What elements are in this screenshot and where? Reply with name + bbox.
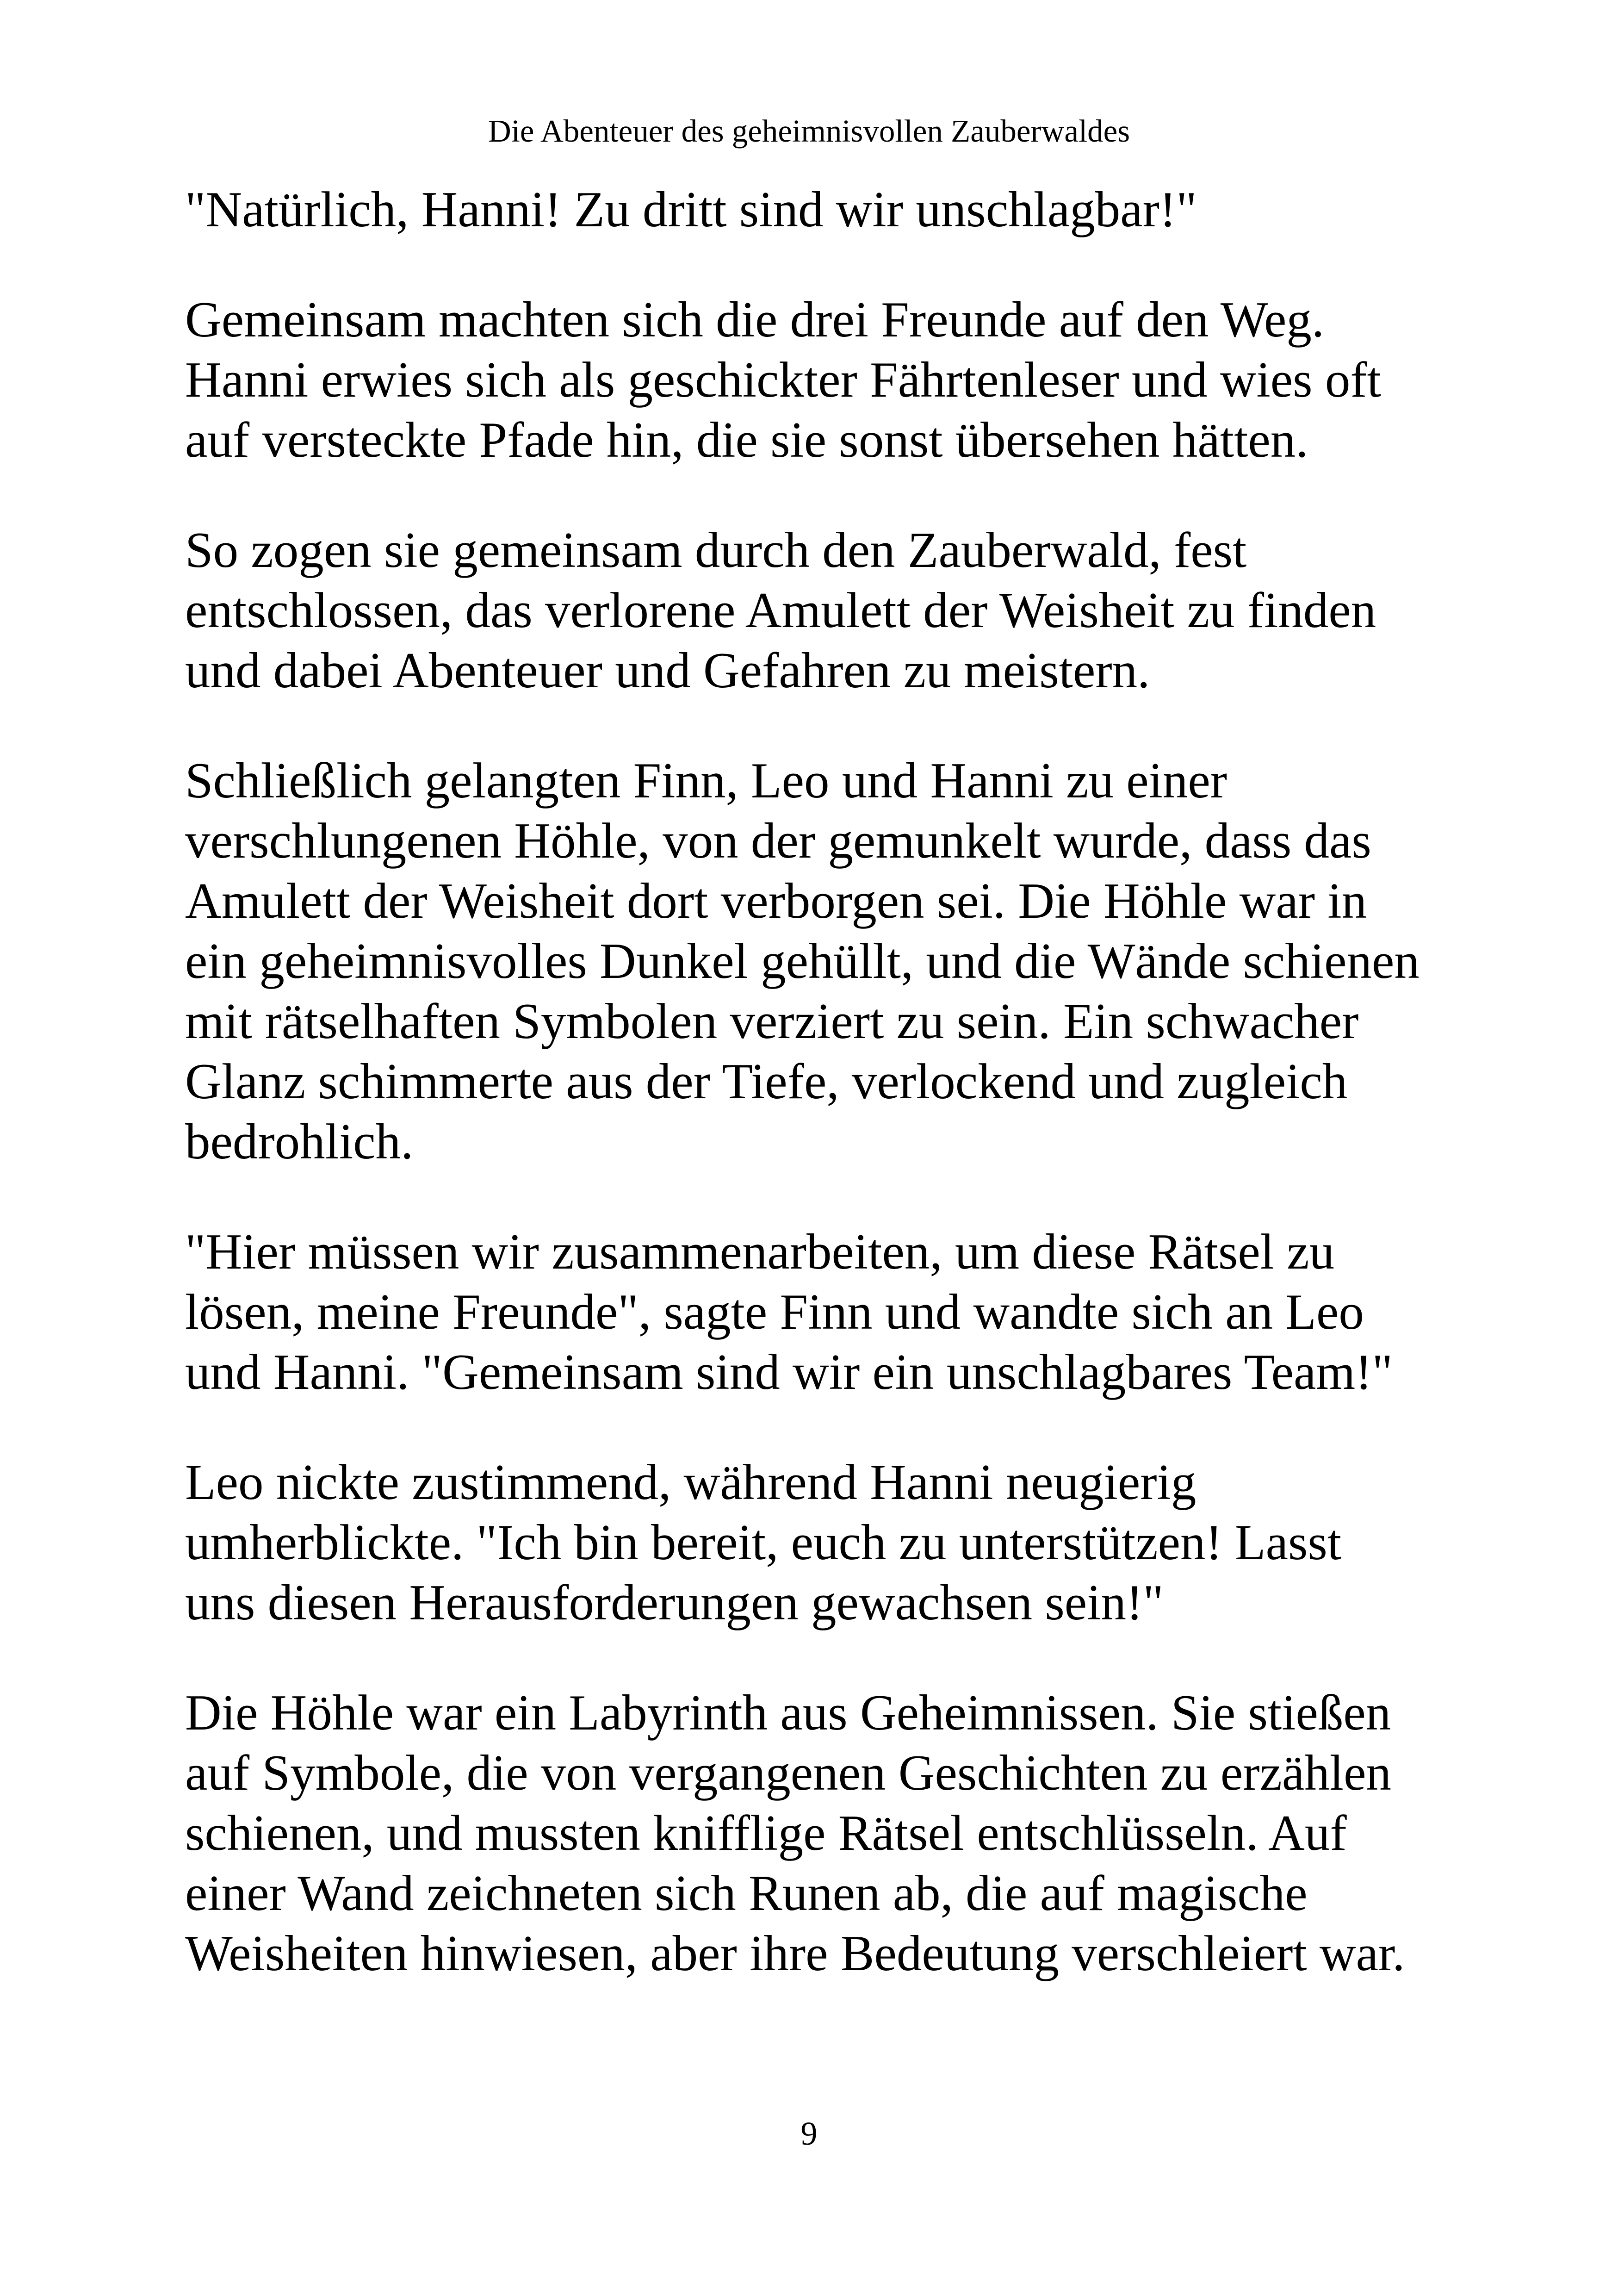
text-line: "Natürlich, Hanni! Zu dritt sind wir unschlagbar!" [185,181,1197,237]
paragraph [185,180,1462,240]
running-header: Die Abenteuer des geheimnisvollen Zauberwaldes [488,113,1130,149]
text-line: uns diesen Herausforderungen gewachsen sein!" [185,1574,1164,1630]
text-line: So zogen sie gemeinsam durch den Zauberwald, fest [185,522,1247,578]
text-line: und Hanni. "Gemeinsam sind wir ein unschlagbares Team!" [185,1344,1393,1400]
page-number: 9 [800,2115,818,2152]
text-line: lösen, meine Freunde", sagte Finn und wandte sich an Leo [185,1284,1364,1340]
paragraph [185,1452,1462,1633]
body-text [185,180,1462,2034]
text-line: einer Wand zeichneten sich Runen ab, die auf magische [185,1865,1308,1921]
paragraph [185,290,1462,470]
text-line: entschlossen, das verlorene Amulett der Weisheit zu finden [185,582,1376,638]
text-line: und dabei Abenteuer und Gefahren zu meistern. [185,642,1150,698]
text-line: umherblickte. "Ich bin bereit, euch zu unterstützen! Lasst [185,1514,1342,1570]
text-line: Schließlich gelangten Finn, Leo und Hanni zu einer [185,753,1227,809]
text-line: Hanni erwies sich als geschickter Fährtenleser und wies oft [185,352,1381,408]
text-line: Glanz schimmerte aus der Tiefe, verlockend und zugleich [185,1053,1348,1109]
text-line: auf Symbole, die von vergangenen Geschichten zu erzählen [185,1745,1391,1801]
paragraph [185,1222,1462,1402]
text-line: ein geheimnisvolles Dunkel gehüllt, und die Wände schienen [185,933,1420,989]
paragraph [185,520,1462,701]
text-line: "Hier müssen wir zusammenarbeiten, um diese Rätsel zu [185,1224,1335,1280]
text-line: auf versteckte Pfade hin, die sie sonst übersehen hätten. [185,412,1308,468]
text-line: mit rätselhaften Symbolen verziert zu sein. Ein schwacher [185,993,1359,1049]
text-line: schienen, und mussten knifflige Rätsel entschlüsseln. Auf [185,1805,1347,1861]
text-line: Die Höhle war ein Labyrinth aus Geheimnissen. Sie stießen [185,1685,1391,1741]
text-line: Gemeinsam machten sich die drei Freunde auf den Weg. [185,292,1325,348]
paragraph [185,751,1462,1172]
paragraph [185,1683,1462,1984]
text-line: Leo nickte zustimmend, während Hanni neugierig [185,1454,1196,1510]
text-line: Weisheiten hinwiesen, aber ihre Bedeutung verschleiert war. [185,1925,1405,1981]
text-line: bedrohlich. [185,1114,414,1170]
text-line: Amulett der Weisheit dort verborgen sei. Die Höhle war in [185,873,1367,929]
text-line: verschlungenen Höhle, von der gemunkelt wurde, dass das [185,813,1371,869]
